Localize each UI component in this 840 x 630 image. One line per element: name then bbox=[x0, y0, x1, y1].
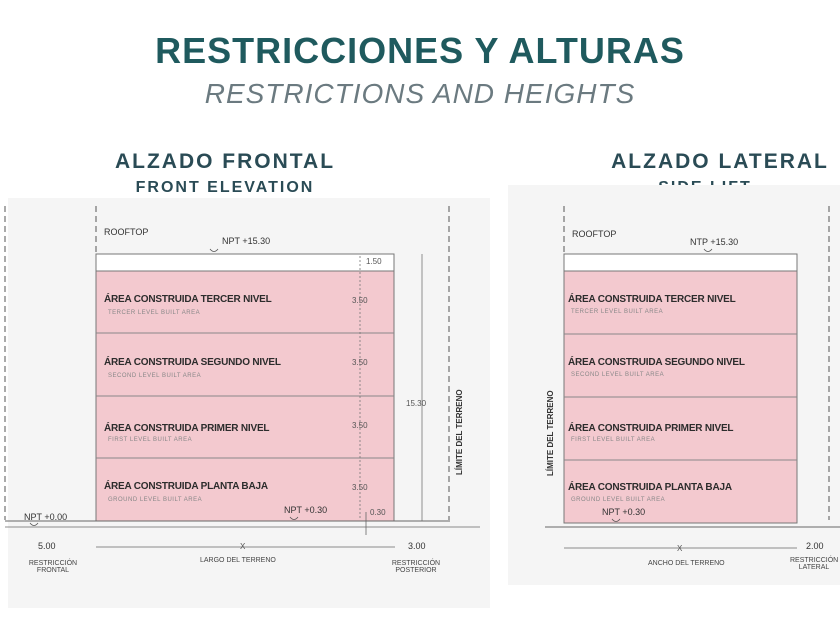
front-setback-label: RESTRICCIÓN FRONTAL bbox=[28, 560, 78, 574]
front-elevation-drawing bbox=[5, 206, 480, 547]
page-title: RESTRICCIONES Y ALTURAS bbox=[155, 30, 685, 71]
front-floor-2-label: ÁREA CONSTRUIDA SEGUNDO NIVEL bbox=[104, 357, 281, 368]
rear-setback-value: 3.00 bbox=[408, 541, 426, 551]
lot-length-label: LARGO DEL TERRENO bbox=[200, 557, 276, 564]
front-elevation-subtitle: FRONT ELEVATION bbox=[135, 179, 315, 196]
side-rooftop-label: ROOFTOP bbox=[572, 229, 617, 239]
front-npt-top-label: NPT +15.30 bbox=[222, 236, 271, 246]
side-floor-3-sublabel: TERCER LEVEL BUILT AREA bbox=[571, 309, 664, 315]
page-subtitle: RESTRICTIONS AND HEIGHTS bbox=[204, 78, 636, 109]
side-floor-2-label: ÁREA CONSTRUIDA SEGUNDO NIVEL bbox=[568, 357, 745, 368]
front-limit-label: LÍMITE DEL TERRENO bbox=[455, 389, 464, 475]
side-limit-label: LÍMITE DEL TERRENO bbox=[546, 390, 555, 476]
front-floor-2-height: 3.50 bbox=[352, 358, 368, 367]
rear-setback-label: RESTRICCIÓN POSTERIOR bbox=[391, 560, 441, 574]
front-floor-0-height: 3.50 bbox=[352, 483, 368, 492]
front-floor-0-label: ÁREA CONSTRUIDA PLANTA BAJA bbox=[104, 481, 268, 492]
front-floor-1-label: ÁREA CONSTRUIDA PRIMER NIVEL bbox=[104, 423, 270, 434]
side-floor-2-sublabel: SECOND LEVEL BUILT AREA bbox=[571, 372, 665, 378]
front-floor-2-sublabel: SECOND LEVEL BUILT AREA bbox=[108, 373, 202, 379]
front-total-height: 15.30 bbox=[406, 399, 427, 408]
side-floor-3-label: ÁREA CONSTRUIDA TERCER NIVEL bbox=[568, 294, 736, 305]
front-floor-1-sublabel: FIRST LEVEL BUILT AREA bbox=[108, 437, 193, 443]
front-floor-0-sublabel: GROUND LEVEL BUILT AREA bbox=[108, 497, 203, 503]
side-floor-1-sublabel: FIRST LEVEL BUILT AREA bbox=[571, 437, 656, 443]
front-rooftop-label: ROOFTOP bbox=[104, 227, 149, 237]
front-elevation-title: ALZADO FRONTAL bbox=[114, 150, 336, 173]
lot-width-label: ANCHO DEL TERRENO bbox=[648, 560, 725, 567]
side-floor-1-label: ÁREA CONSTRUIDA PRIMER NIVEL bbox=[568, 423, 734, 434]
front-npt-plinth-label: NPT +0.30 bbox=[284, 505, 328, 515]
side-npt-top-label: NTP +15.30 bbox=[690, 237, 739, 247]
side-floor-0-label: ÁREA CONSTRUIDA PLANTA BAJA bbox=[568, 482, 732, 493]
side-setback-label: RESTRICCIÓN LATERAL bbox=[790, 557, 839, 571]
front-plinth-height: 0.30 bbox=[370, 508, 386, 517]
side-elevation-title: ALZADO LATERAL bbox=[611, 150, 829, 173]
front-floor-3-label: ÁREA CONSTRUIDA TERCER NIVEL bbox=[104, 294, 272, 305]
front-parapet-height: 1.50 bbox=[366, 257, 382, 266]
side-x-mark: X bbox=[677, 544, 683, 553]
front-setback-value: 5.00 bbox=[38, 541, 56, 551]
side-floor-0-sublabel: GROUND LEVEL BUILT AREA bbox=[571, 497, 666, 503]
front-floor-1-height: 3.50 bbox=[352, 421, 368, 430]
side-npt-plinth-label: NPT +0.30 bbox=[602, 507, 646, 517]
side-setback-value: 2.00 bbox=[806, 541, 824, 551]
front-floor-3-height: 3.50 bbox=[352, 296, 368, 305]
front-x-mark: X bbox=[240, 542, 246, 551]
front-floor-3-sublabel: TERCER LEVEL BUILT AREA bbox=[108, 310, 201, 316]
front-npt-ground-label: NPT +0.00 bbox=[24, 512, 68, 522]
